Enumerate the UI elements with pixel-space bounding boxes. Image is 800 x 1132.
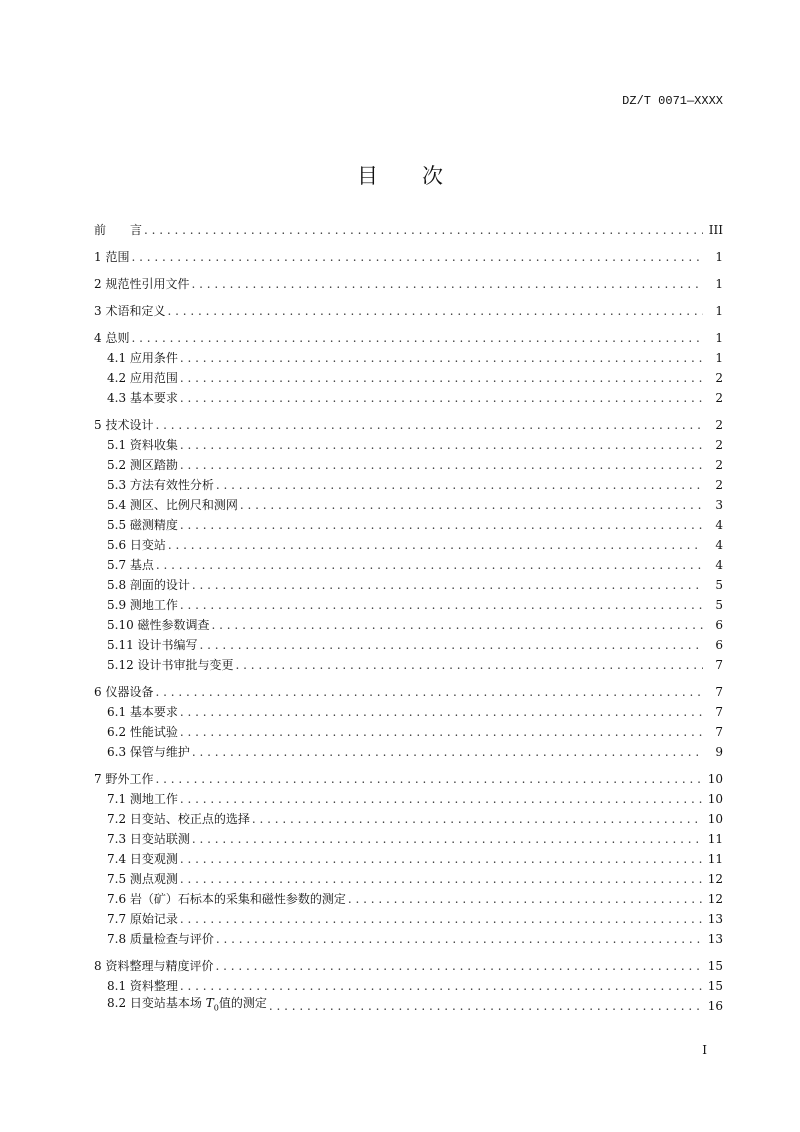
- variable-symbol: $T_0$: [205, 996, 219, 1013]
- toc-entry-text: 7.5 测点观测: [107, 872, 178, 886]
- toc-entry-label: [107, 515, 180, 535]
- toc-entry-text: 5.7 基点: [107, 558, 154, 572]
- toc-entry-text-suffix: 值的测定: [218, 996, 267, 1011]
- toc-entry-label: [107, 909, 180, 929]
- toc-entry[interactable]: [94, 769, 723, 789]
- toc-entry-text: 3 术语和定义: [94, 304, 166, 318]
- dot-leader: [269, 996, 702, 1016]
- toc-entry-page: 4: [715, 518, 723, 532]
- toc-entry[interactable]: [94, 809, 723, 829]
- dot-leader: [168, 535, 703, 555]
- toc-entry-page: 7: [715, 705, 723, 719]
- toc-entry-label: [107, 615, 212, 635]
- toc-entry-text: 7.2 日变站、校正点的选择: [107, 812, 250, 826]
- toc-entry-text: 前 言: [94, 223, 143, 237]
- toc-entry-label: [107, 789, 180, 809]
- toc-entry[interactable]: [94, 722, 723, 742]
- toc-entry-page: 11: [707, 832, 723, 846]
- toc-entry-label: [107, 869, 180, 889]
- toc-entry-text: 5.11 设计书编写: [107, 638, 198, 652]
- toc-entry-text: 7.7 原始记录: [107, 912, 178, 926]
- toc-entry-label: [94, 956, 215, 976]
- toc-entry-page: 7: [715, 658, 723, 672]
- dot-leader: [215, 956, 701, 976]
- toc-entry-label: [107, 702, 180, 722]
- dot-leader: [212, 615, 703, 635]
- toc-entry-text: 5.6 日变站: [107, 538, 166, 552]
- dot-leader: [180, 435, 703, 455]
- toc-entry-page: 7: [715, 725, 723, 739]
- toc-entry[interactable]: [94, 889, 723, 909]
- toc-entry[interactable]: [94, 368, 723, 388]
- dot-leader: [236, 655, 703, 675]
- toc-entry-label: [94, 274, 191, 294]
- toc-entry-label: [94, 301, 167, 321]
- toc-entry-page: 10: [707, 792, 723, 806]
- toc-entry-label: [107, 455, 180, 475]
- dot-leader: [180, 869, 702, 889]
- toc-entry-page: 4: [715, 558, 723, 572]
- dot-leader: [192, 575, 703, 595]
- toc-entry-label: [107, 475, 216, 495]
- dot-leader: [240, 495, 703, 515]
- toc-entry[interactable]: [94, 388, 723, 408]
- toc-entry[interactable]: [94, 247, 723, 267]
- toc-entry-text: 8.1 资料整理: [107, 979, 178, 993]
- dot-leader: [180, 909, 702, 929]
- dot-leader: [155, 769, 701, 789]
- dot-leader: [180, 789, 702, 809]
- toc-entry-label: [107, 993, 269, 1018]
- dot-leader: [200, 635, 703, 655]
- toc-entry-page: 15: [707, 979, 723, 993]
- toc-entry[interactable]: [94, 789, 723, 809]
- toc-entry-text: 5.9 测地工作: [107, 598, 178, 612]
- toc-entry-label: [107, 555, 156, 575]
- toc-entry-text: 7 野外工作: [94, 772, 154, 786]
- toc-entry[interactable]: [94, 535, 723, 555]
- toc-entry[interactable]: [94, 869, 723, 889]
- dot-leader: [216, 929, 702, 949]
- dot-leader: [180, 702, 703, 722]
- toc-entry-page: 13: [707, 912, 723, 926]
- toc-entry-label: [107, 829, 192, 849]
- toc-entry-label: [94, 415, 155, 435]
- toc-entry-page: 6: [715, 618, 723, 632]
- toc-entry-page: 11: [707, 852, 723, 866]
- dot-leader: [180, 388, 703, 408]
- toc-entry-page: 2: [715, 438, 723, 452]
- toc-entry[interactable]: [94, 702, 723, 722]
- toc-entry-label: [107, 595, 180, 615]
- toc-entry-page: 13: [707, 932, 723, 946]
- toc-entry[interactable]: [94, 274, 723, 294]
- toc-entry-text: 6.1 基本要求: [107, 705, 178, 719]
- toc-entry-text: 8.2 日变站基本场: [107, 996, 206, 1011]
- dot-leader: [192, 742, 703, 762]
- toc-entry-text: 4.2 应用范围: [107, 371, 178, 385]
- toc-entry[interactable]: [94, 829, 723, 849]
- toc-entry[interactable]: [94, 682, 723, 702]
- dot-leader: [144, 220, 703, 240]
- toc-entry-page: 1: [715, 331, 723, 345]
- toc-entry-text: 6.3 保管与维护: [107, 745, 190, 759]
- toc-entry-page: 5: [715, 578, 723, 592]
- dot-leader: [155, 682, 703, 702]
- toc-entry[interactable]: [94, 595, 723, 615]
- toc-entry-label: [94, 328, 131, 348]
- toc-entry[interactable]: [94, 475, 723, 495]
- toc-entry-text: 8 资料整理与精度评价: [94, 959, 214, 973]
- toc-entry[interactable]: [94, 615, 723, 635]
- toc-entry-page: III: [708, 223, 723, 237]
- toc-entry-label: [107, 742, 192, 762]
- toc-entry-label: [94, 220, 144, 240]
- toc-entry[interactable]: [94, 220, 723, 240]
- dot-leader: [180, 595, 703, 615]
- toc-entry-page: 1: [715, 304, 723, 318]
- toc-entry-text: 5.12 设计书审批与变更: [107, 658, 234, 672]
- toc-entry-label: [107, 929, 216, 949]
- toc-entry[interactable]: [94, 435, 723, 455]
- table-of-contents: [94, 220, 723, 1016]
- toc-entry-text: 5.1 资料收集: [107, 438, 178, 452]
- dot-leader: [180, 722, 703, 742]
- toc-entry-text: 1 范围: [94, 250, 130, 264]
- toc-entry-text: 6 仪器设备: [94, 685, 154, 699]
- toc-entry[interactable]: [94, 635, 723, 655]
- toc-entry[interactable]: [94, 415, 723, 435]
- toc-entry-text: 5.3 方法有效性分析: [107, 478, 214, 492]
- toc-entry-text: 5.2 测区踏勘: [107, 458, 178, 472]
- dot-leader: [155, 415, 703, 435]
- toc-entry-text: 5.8 剖面的设计: [107, 578, 190, 592]
- toc-entry-label: [107, 809, 252, 829]
- toc-entry-page: 10: [707, 772, 723, 786]
- toc-entry-label: [107, 348, 180, 368]
- toc-entry-page: 16: [707, 999, 723, 1013]
- dot-leader: [192, 829, 702, 849]
- dot-leader: [156, 555, 703, 575]
- toc-entry[interactable]: [94, 849, 723, 869]
- toc-entry-label: [94, 247, 131, 267]
- toc-entry-page: 9: [715, 745, 723, 759]
- toc-entry-label: [94, 682, 155, 702]
- toc-entry-page: 2: [715, 371, 723, 385]
- toc-entry-label: [94, 769, 155, 789]
- dot-leader: [216, 475, 703, 495]
- toc-entry[interactable]: [94, 515, 723, 535]
- toc-entry-text: 5.10 磁性参数调查: [107, 618, 210, 632]
- dot-leader: [180, 849, 702, 869]
- toc-entry-label: [107, 655, 236, 675]
- toc-entry-page: 7: [715, 685, 723, 699]
- toc-entry-text: 6.2 性能试验: [107, 725, 178, 739]
- toc-entry-text: 2 规范性引用文件: [94, 277, 190, 291]
- toc-entry-label: [107, 435, 180, 455]
- toc-entry[interactable]: [94, 575, 723, 595]
- dot-leader: [131, 247, 703, 267]
- toc-entry-text: 7.1 测地工作: [107, 792, 178, 806]
- dot-leader: [180, 368, 703, 388]
- dot-leader: [180, 348, 703, 368]
- dot-leader: [180, 455, 703, 475]
- dot-leader: [167, 301, 703, 321]
- toc-entry[interactable]: [94, 742, 723, 762]
- toc-entry-label: [107, 889, 348, 909]
- toc-entry-page: 2: [715, 458, 723, 472]
- toc-entry[interactable]: [94, 996, 723, 1016]
- toc-entry-page: 15: [707, 959, 723, 973]
- toc-entry-page: 2: [715, 418, 723, 432]
- toc-entry-label: [107, 368, 180, 388]
- toc-entry-page: 1: [715, 351, 723, 365]
- document-code: DZ/T 0071—XXXX: [622, 94, 723, 108]
- toc-entry-page: 10: [707, 812, 723, 826]
- toc-entry-page: 1: [715, 277, 723, 291]
- toc-entry-page: 2: [715, 478, 723, 492]
- toc-entry-text: 7.8 质量检查与评价: [107, 932, 214, 946]
- toc-entry-label: [107, 722, 180, 742]
- toc-entry-page: 5: [715, 598, 723, 612]
- toc-entry[interactable]: [94, 348, 723, 368]
- toc-entry[interactable]: [94, 495, 723, 515]
- dot-leader: [191, 274, 703, 294]
- toc-entry-page: 3: [715, 498, 723, 512]
- toc-entry[interactable]: [94, 655, 723, 675]
- toc-entry-page: 12: [707, 892, 723, 906]
- toc-entry-page: 1: [715, 250, 723, 264]
- dot-leader: [180, 515, 703, 535]
- toc-entry[interactable]: [94, 328, 723, 348]
- toc-entry-page: 12: [707, 872, 723, 886]
- toc-entry-label: [107, 575, 192, 595]
- toc-entry[interactable]: [94, 455, 723, 475]
- page-title: 目次: [357, 164, 487, 188]
- toc-entry-label: [107, 535, 168, 555]
- toc-entry-text: 7.3 日变站联测: [107, 832, 190, 846]
- toc-entry-text: 4.3 基本要求: [107, 391, 178, 405]
- toc-entry[interactable]: [94, 301, 723, 321]
- toc-entry-page: 4: [715, 538, 723, 552]
- toc-entry-text: 4 总则: [94, 331, 130, 345]
- toc-entry-text: 7.4 日变观测: [107, 852, 178, 866]
- footer-page-number: I: [702, 1043, 707, 1057]
- toc-entry-label: [107, 635, 200, 655]
- toc-entry-label: [107, 849, 180, 869]
- toc-entry-label: [107, 388, 180, 408]
- toc-entry[interactable]: [94, 956, 723, 976]
- toc-entry-text: 7.6 岩（矿）石标本的采集和磁性参数的测定: [107, 892, 346, 906]
- toc-entry-text: 4.1 应用条件: [107, 351, 178, 365]
- toc-entry-text: 5.4 测区、比例尺和测网: [107, 498, 238, 512]
- toc-entry-page: 2: [715, 391, 723, 405]
- dot-leader: [348, 889, 702, 909]
- dot-leader: [252, 809, 702, 829]
- toc-entry[interactable]: [94, 929, 723, 949]
- dot-leader: [131, 328, 703, 348]
- toc-entry-text: 5.5 磁测精度: [107, 518, 178, 532]
- toc-entry-text: 5 技术设计: [94, 418, 154, 432]
- toc-entry-page: 6: [715, 638, 723, 652]
- toc-entry-label: [107, 495, 240, 515]
- toc-entry[interactable]: [94, 909, 723, 929]
- toc-entry[interactable]: [94, 555, 723, 575]
